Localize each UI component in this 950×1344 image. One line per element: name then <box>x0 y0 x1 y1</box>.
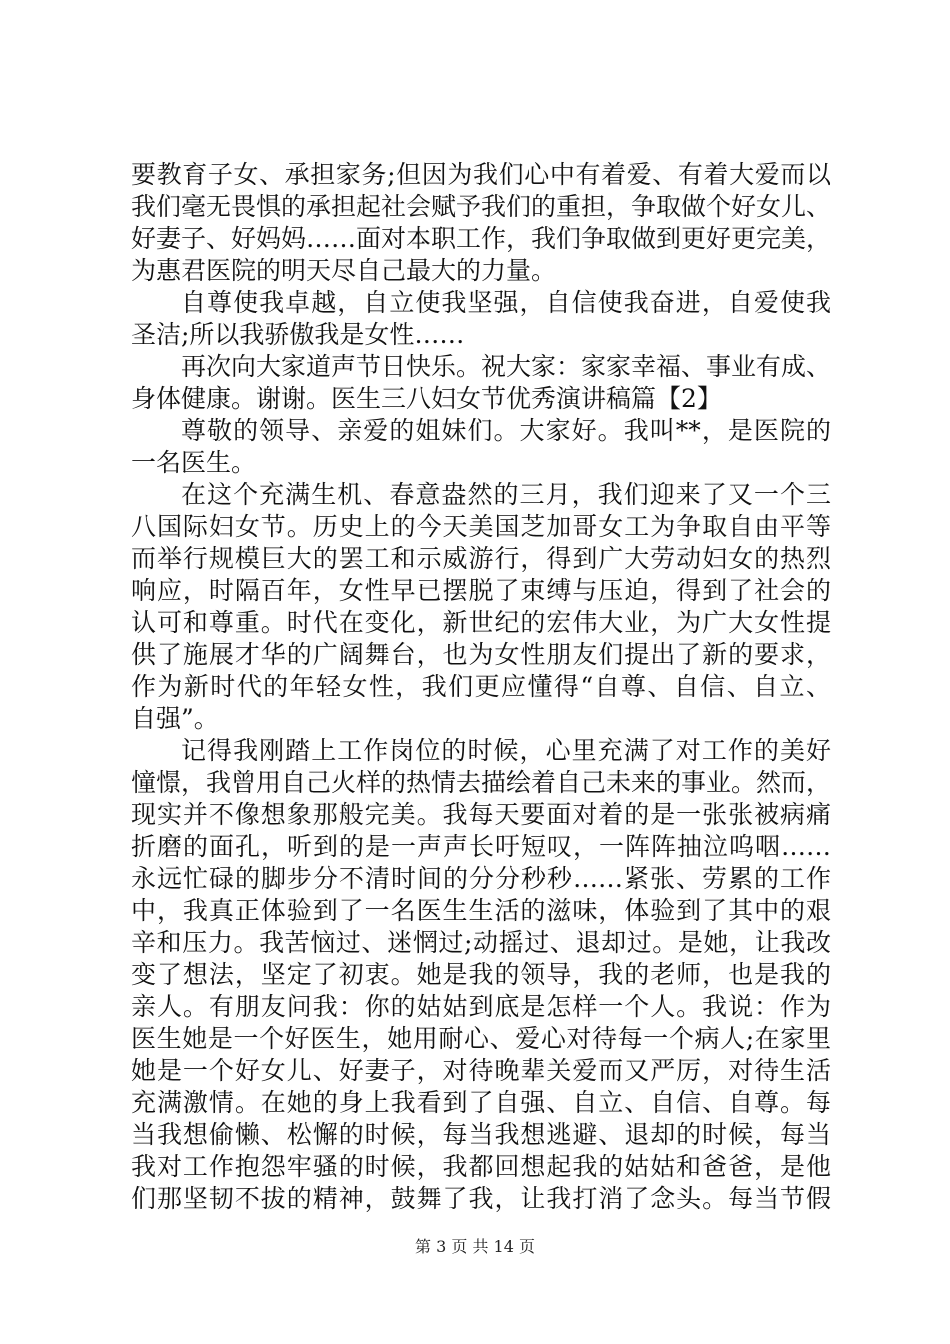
text-line: 辛和压力。我苦恼过、迷惘过;动摇过、退却过。是她，让我改 <box>131 928 831 957</box>
text-line: 自强”。 <box>131 704 219 733</box>
text-line: 而举行规模巨大的罢工和示威游行，得到广大劳动妇女的热烈 <box>131 544 831 573</box>
text-line: 我对工作抱怨牢骚的时候，我都回想起我的姑姑和爸爸，是他 <box>131 1152 831 1181</box>
page-footer <box>0 1237 950 1257</box>
text-line: 一名医生。 <box>131 448 257 477</box>
text-line: 们那坚韧不拔的精神，鼓舞了我，让我打消了念头。每当节假 <box>131 1184 831 1213</box>
text-line: 圣洁;所以我骄傲我是女性…… <box>131 320 465 349</box>
text-line: 要教育子女、承担家务;但因为我们心中有着爱、有着大爱而以 <box>131 160 831 189</box>
text-line: 自尊使我卓越，自立使我坚强，自信使我奋进，自爱使我 <box>181 288 831 317</box>
body-text <box>131 159 831 1215</box>
text-line: 变了想法，坚定了初衷。她是我的领导，我的老师，也是我的 <box>131 960 831 989</box>
text-line: 记得我刚踏上工作岗位的时候，心里充满了对工作的美好 <box>181 736 831 765</box>
text-line: 折磨的面孔，听到的是一声声长吁短叹，一阵阵抽泣呜咽…… <box>131 832 831 861</box>
text-line: 中，我真正体验到了一名医生生活的滋味，体验到了其中的艰 <box>131 896 831 925</box>
page-number: 第 3 页 共 14 页 <box>415 1237 535 1256</box>
text-line: 她是一个好女儿、好妻子，对待晚辈关爱而又严厉，对待生活 <box>131 1056 831 1085</box>
text-line: 尊敬的领导、亲爱的姐妹们。大家好。我叫**，是医院的 <box>181 416 831 445</box>
text-line: 我们毫无畏惧的承担起社会赋予我们的重担，争取做个好女儿、 <box>131 192 832 221</box>
text-line: 身体健康。谢谢。医生三八妇女节优秀演讲稿篇【2】 <box>131 384 722 413</box>
text-line: 憧憬，我曾用自己火样的热情去描绘着自己未来的事业。然而， <box>131 768 832 797</box>
text-line: 医生她是一个好医生，她用耐心、爱心对待每一个病人;在家里 <box>131 1024 831 1053</box>
text-line: 当我想偷懒、松懈的时候，每当我想逃避、退却的时候，每当 <box>131 1120 831 1149</box>
text-line: 认可和尊重。时代在变化，新世纪的宏伟大业，为广大女性提 <box>131 608 831 637</box>
text-line: 作为新时代的年轻女性，我们更应懂得“自尊、自信、自立、 <box>131 672 831 701</box>
text-line: 供了施展才华的广阔舞台，也为女性朋友们提出了新的要求， <box>131 640 831 669</box>
text-line: 为惠君医院的明天尽自己最大的力量。 <box>131 256 557 285</box>
text-line: 在这个充满生机、春意盎然的三月，我们迎来了又一个三 <box>181 480 831 509</box>
text-line: 响应，时隔百年，女性早已摆脱了束缚与压迫，得到了社会的 <box>131 576 831 605</box>
text-line: 好妻子、好妈妈……面对本职工作，我们争取做到更好更完美， <box>131 224 832 253</box>
text-line: 亲人。有朋友问我：你的姑姑到底是怎样一个人。我说：作为 <box>131 992 831 1021</box>
text-line: 充满激情。在她的身上我看到了自强、自立、自信、自尊。每 <box>131 1088 831 1117</box>
text-line: 现实并不像想象那般完美。我每天要面对着的是一张张被病痛 <box>131 800 831 829</box>
text-line: 八国际妇女节。历史上的今天美国芝加哥女工为争取自由平等 <box>131 512 831 541</box>
text-line: 永远忙碌的脚步分不清时间的分分秒秒……紧张、劳累的工作 <box>131 864 831 893</box>
text-line: 再次向大家道声节日快乐。祝大家：家家幸福、事业有成、 <box>181 352 832 381</box>
